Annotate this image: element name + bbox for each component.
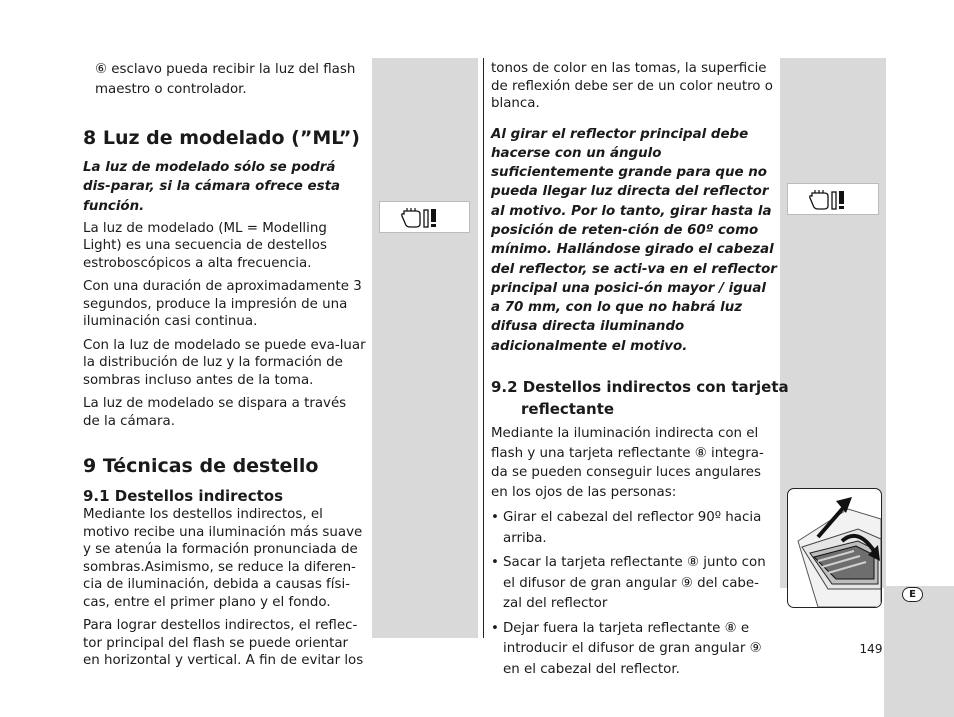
warning-icon-box-left xyxy=(379,201,470,233)
language-tab-e: E xyxy=(902,587,923,602)
hand-warning-icon xyxy=(788,184,878,214)
section-8-paragraph: La luz de modelado (ML = Modelling Light) es una secuencia de destellos estroboscópicos a alta frecuencia. xyxy=(83,220,327,271)
left-margin-band xyxy=(372,58,478,638)
instruction-bullet: • Sacar la tarjeta reflectante ⑧ junto con el difusor de gran angular ⑨ del cabe-zal del reflector xyxy=(491,553,775,615)
section-8-paragraph: Con una duración de aproximadamente 3 segundos, produce la impresión de una iluminación casi continua. xyxy=(83,279,362,330)
left-column xyxy=(83,60,367,676)
reflector-warning: Al girar el reflector principal debe hacerse con un ángulo suficientemente grande para que no pueda llegar luz directa del reflector al motivo. Por lo tanto, girar hasta la posición de reten-ción de 60º como mínimo. Hallándose girado el cabezal del reflector, se acti-va en el reflector principal una posici-ón mayor / igual a 70 mm, con lo que no habrá luz difusa directa iluminando adicionalmente el motivo. xyxy=(491,126,777,354)
section-8-paragraph: Con la luz de modelado se puede eva-luar la distribución de luz y la formación de sombras incluso antes de la toma. xyxy=(83,337,366,388)
warning-icon-box-right xyxy=(787,183,879,215)
instruction-bullet: • Girar el cabezal del reflector 90º hacia arriba. xyxy=(491,508,778,549)
section-9-1-heading: 9.1 Destellos indirectos xyxy=(83,487,283,506)
right-column xyxy=(491,60,789,684)
section-8-heading: 8 Luz de modelado (”ML”) xyxy=(83,127,360,149)
section-9-2-heading: 9.2 Destellos indirectos con tarjeta reflectante xyxy=(491,378,789,419)
hand-warning-icon xyxy=(380,202,469,232)
section-9-1-paragraph: Para lograr destellos indirectos, el reflec-tor principal del flash se puede orientar en horizontal y vertical. A fin de evitar los xyxy=(83,618,364,669)
right-margin-tab xyxy=(884,586,954,717)
section-9-heading: 9 Técnicas de destello xyxy=(83,455,319,478)
intro-paragraph: ⑥ esclavo pueda recibir la luz del flash maestro o controlador. xyxy=(95,62,356,97)
column-divider xyxy=(483,58,484,638)
section-9-1-paragraph: Mediante los destellos indirectos, el motivo recibe una iluminación más suave y se atenúa la formación pronunciada de sombras.Asimismo, se reduce la diferen-cia de iluminación, debida a causas físi-cas, entre el primer plano y el fondo. xyxy=(83,507,363,610)
flash-head-icon xyxy=(788,489,881,607)
flash-illustration xyxy=(787,488,882,608)
section-8-warning: La luz de modelado sólo se podrá dis-parar, si la cámara ofrece esta función. xyxy=(83,160,341,214)
section-9-2-paragraph: Mediante la iluminación indirecta con el flash y una tarjeta reflectante ⑧ integra-da se pueden conseguir luces angulares en los ojos de las personas: xyxy=(491,426,764,500)
page-number: 149 xyxy=(859,642,883,656)
instruction-bullet: • Dejar fuera la tarjeta reflectante ⑧ e introducir el difusor de gran angular ⑨ en el cabezal del reflector. xyxy=(491,619,775,681)
right-intro-paragraph: tonos de color en las tomas, la superficie de reflexión debe ser de un color neutro o blanca. xyxy=(491,61,773,111)
section-8-paragraph: La luz de modelado se dispara a través de la cámara. xyxy=(83,396,347,429)
